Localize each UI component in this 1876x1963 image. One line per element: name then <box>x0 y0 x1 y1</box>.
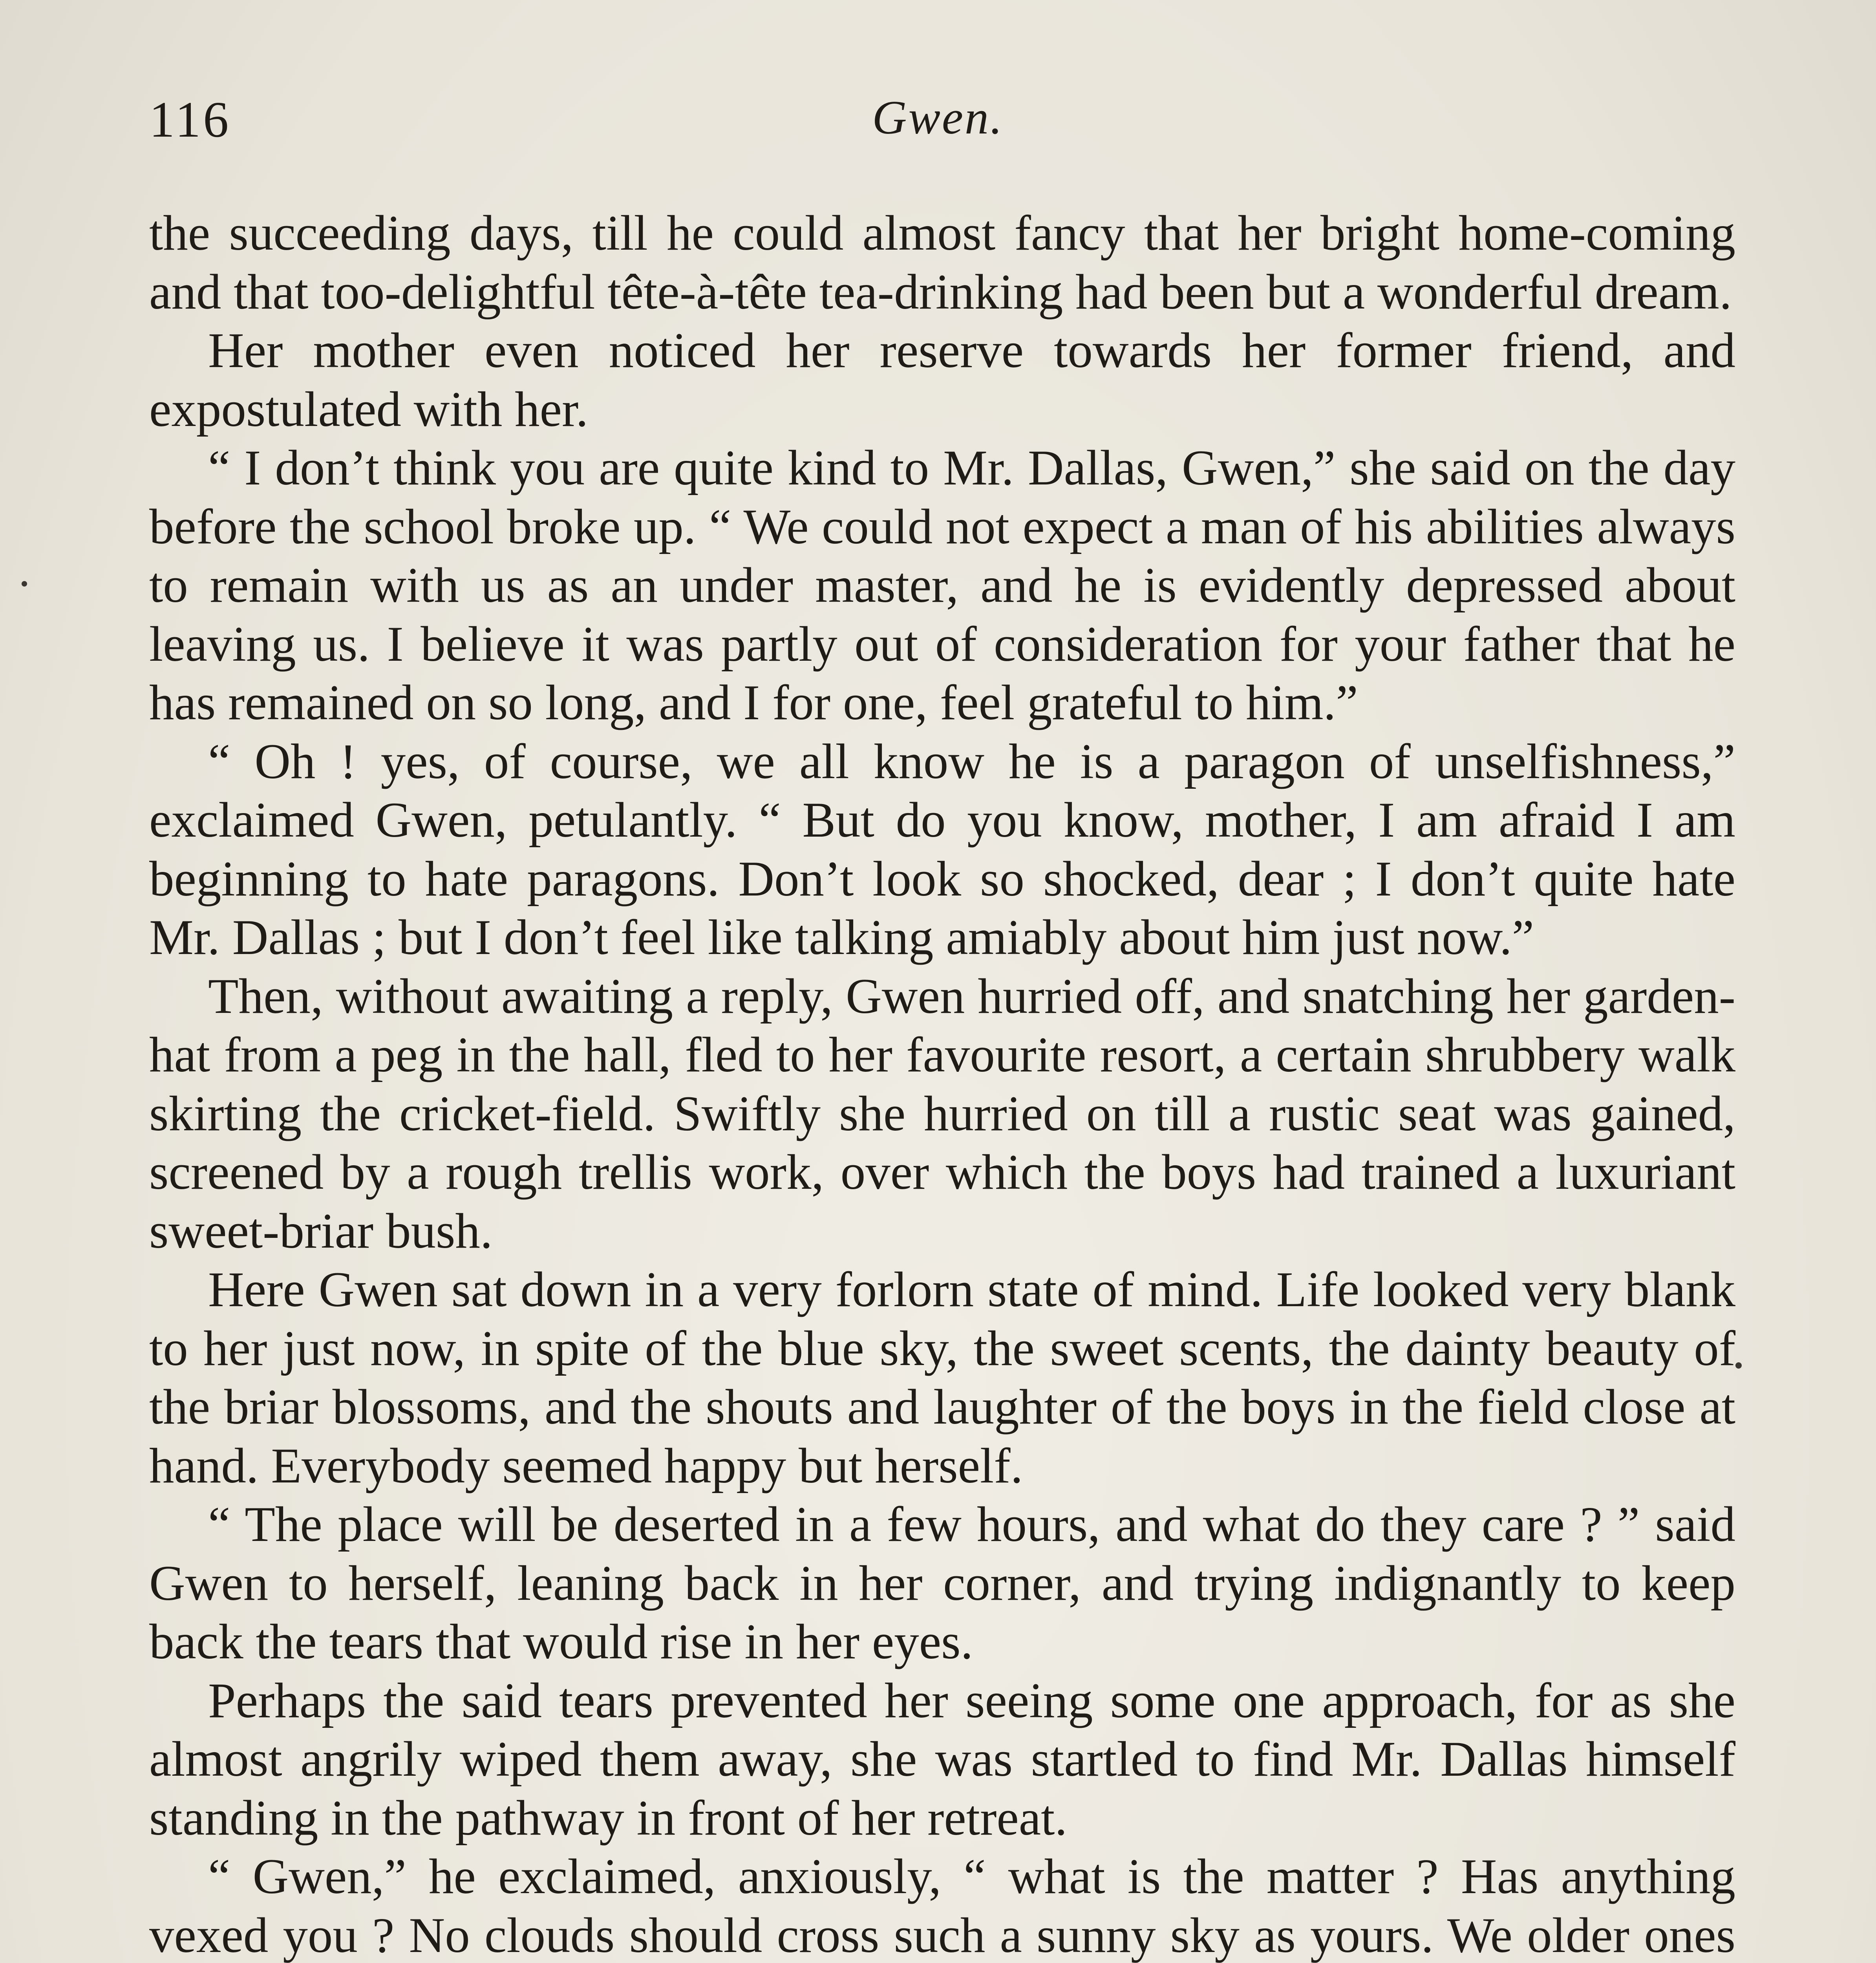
paragraph: the succeeding days, till he could almost fancy that her bright home-coming and that too-delightful tête-à-tête tea-drinking had been but a wonderful dream. <box>149 206 1735 320</box>
paragraph: “ I don’t think you are quite kind to Mr. Dallas, Gwen,” she said on the day before the school broke up. “ We could not expect a man of his abilities always to remain with us as an under master, and he is evidently depressed about leaving us. I believe it was partly out of consideration for your father that he has remained on so long, and I for one, feel grateful to him.” <box>149 440 1735 730</box>
body-text <box>149 204 1735 1963</box>
paragraph: Her mother even noticed her reserve towards her former friend, and expostulated with her. <box>149 323 1735 437</box>
paragraph: Then, without awaiting a reply, Gwen hurried off, and snatching her garden-hat from a peg in the hall, fled to her favourite resort, a certain shrubbery walk skirting the cricket-field. Swiftly she hurried on till a rustic seat was gained, screened by a rough trellis work, over which the boys had trained a luxuriant sweet-briar bush. <box>149 969 1735 1259</box>
running-title: Gwen. <box>872 91 1004 144</box>
page-header <box>149 90 1727 169</box>
paragraph: “ Oh ! yes, of course, we all know he is a paragon of unselfishness,” exclaimed Gwen, petulantly. “ But do you know, mother, I am afraid I am beginning to hate paragons. Don’t look so shocked, dear ; I don’t quite hate Mr. Dallas ; but I don’t feel like talking amiably about him just now.” <box>149 734 1735 965</box>
paragraph: Perhaps the said tears prevented her seeing some one approach, for as she almost angrily wiped them away, she was startled to find Mr. Dallas himself standing in the pathway in front of her retreat. <box>149 1673 1735 1846</box>
paper-speck <box>22 581 27 587</box>
paragraph: Here Gwen sat down in a very forlorn state of mind. Life looked very blank to her just now, in spite of the blue sky, the sweet scents, the dainty beauty of the briar blossoms, and the shouts and laughter of the boys in the field close at hand. Everybody seemed happy but herself. <box>149 1262 1735 1493</box>
page-number: 116 <box>149 91 231 148</box>
paragraph: “ Gwen,” he exclaimed, anxiously, “ what is the matter ? Has anything vexed you ? No clouds should cross such a sunny sky as yours. We older ones <box>149 1849 1735 1963</box>
paper-speck <box>1735 1362 1742 1369</box>
paragraph: “ The place will be deserted in a few hours, and what do they care ? ” said Gwen to herself, leaning back in her corner, and trying indignantly to keep back the tears that would rise in her eyes. <box>149 1497 1735 1669</box>
